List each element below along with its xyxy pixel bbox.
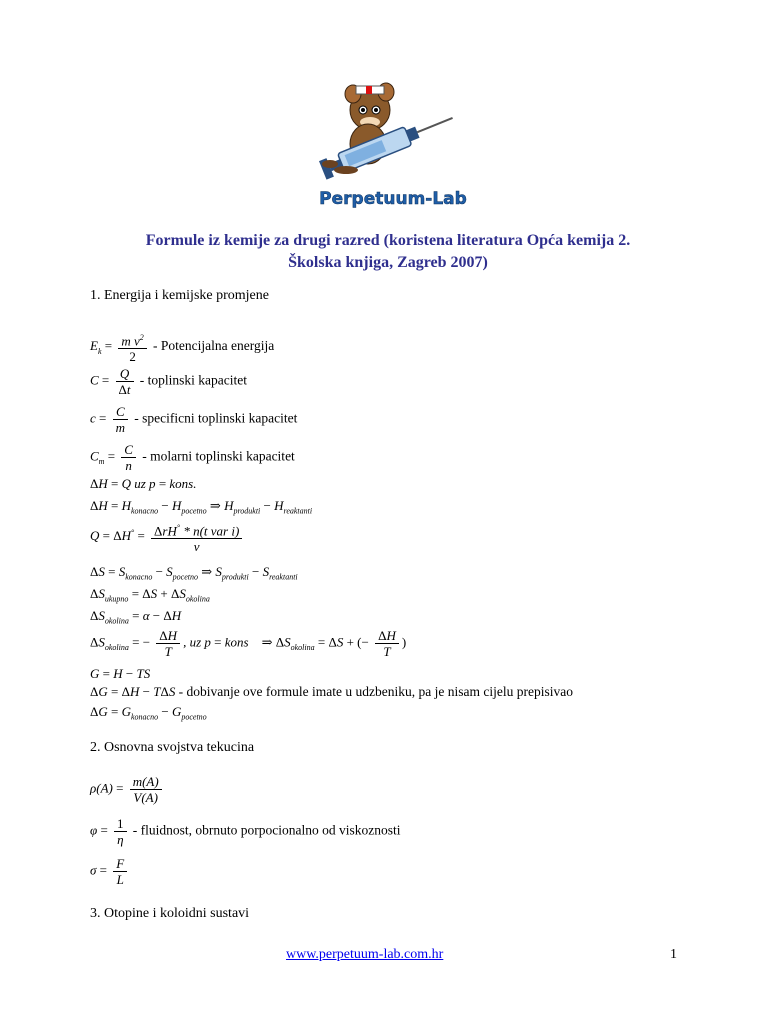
formula-gibbs-diff: $\Delta G = G_{konacno} - G_{pocetno}$ <box>90 704 207 722</box>
formula-specific-heat: c = $\frac{C}{m}$ - specificni toplinski kapacitet <box>90 404 298 435</box>
formula-gibbs: G = H − TS <box>90 666 151 681</box>
formula-q-standard: Q = ΔH° = $\frac{\Delta rH^\circ * n(t var i)}{\nu}$ <box>90 520 245 554</box>
formula-entropy-total: $\Delta S_{ukupno} = \Delta S + \Delta S_{okolina}$ <box>90 586 210 604</box>
footer-website-link[interactable]: www.perpetuum-lab.com.hr <box>286 947 444 962</box>
desc-heat-capacity: - toplinski kapacitet <box>139 372 247 388</box>
formula-molar-heat: $C_m$ = $\frac{C}{n}$ - molarni toplinski kapacitet <box>90 442 295 473</box>
formula-heat-capacity: C = $\frac{Q}{\Delta t}$ - toplinski kapacitet <box>90 366 247 397</box>
section-heading-3: 3. Otopine i koloidni sustavi <box>90 906 250 921</box>
desc-specific-heat: - specificni toplinski kapacitet <box>134 410 298 426</box>
desc-molar-heat: - molarni toplinski kapacitet <box>142 448 295 464</box>
logo-text: Perpetuum-Lab <box>319 189 467 209</box>
formula-entropy-surroundings-t: $\Delta S_{okolina}$ = − $\frac{\Delta H}{T}$ , uz p = kons ⇒ $\Delta S_{okolina} = \Delta S$ + (− $\frac{\Delta H}{T}$ ) <box>90 628 407 659</box>
page-number: 1 <box>670 947 677 962</box>
perpetuum-lab-logo <box>308 72 478 222</box>
formula-density: ρ(A) = $\frac{m(A)}{V(A)}$ <box>90 774 165 805</box>
formula-surface-tension: σ = $\frac{F}{L}$ <box>90 856 130 887</box>
formula-enthalpy-diff: $\Delta H = H_{konacno} - H_{pocetno}$ ⇒ $H_{produkti} - H_{reaktanti}$ <box>90 498 313 516</box>
title-line-2: Školska knjiga, Zagreb 2007) <box>288 254 488 271</box>
document-title <box>90 230 686 274</box>
section-heading-2: 2. Osnovna svojstva tekucina <box>90 740 255 755</box>
formula-entropy-diff: $\Delta S = S_{konacno} - S_{pocetno}$ ⇒ $S_{produkti} - S_{reaktanti}$ <box>90 564 298 582</box>
section-heading-1: 1. Energija i kemijske promjene <box>90 288 269 303</box>
formula-enthalpy-q: ΔH = Q uz p = kons. <box>90 476 197 491</box>
title-line-1: Formule iz kemije za drugi razred (koristena literatura Opća kemija 2. <box>145 232 631 249</box>
formula-fluidity: φ = $\frac{1}{\eta}$ - fluidnost, obrnuto porpocionalno od viskoznosti <box>90 816 401 847</box>
desc-gibbs-delta: - dobivanje ove formule imate u udzbeniku, pa je nisam cijelu prepisivao <box>178 684 573 699</box>
desc-kinetic-energy: - Potencijalna energija <box>153 338 275 354</box>
formula-kinetic-energy: $E_k$ = $\frac{m v^2}{2}$ - Potencijalna energija <box>90 330 274 364</box>
formula-entropy-surroundings: $\Delta S_{okolina} = \alpha - \Delta H$ <box>90 608 182 626</box>
desc-fluidity: - fluidnost, obrnuto porpocionalno od viskoznosti <box>132 822 401 838</box>
formula-gibbs-delta: ΔG = ΔH − TΔS - dobivanje ove formule imate u udzbeniku, pa je nisam cijelu prepisivao <box>90 684 573 699</box>
